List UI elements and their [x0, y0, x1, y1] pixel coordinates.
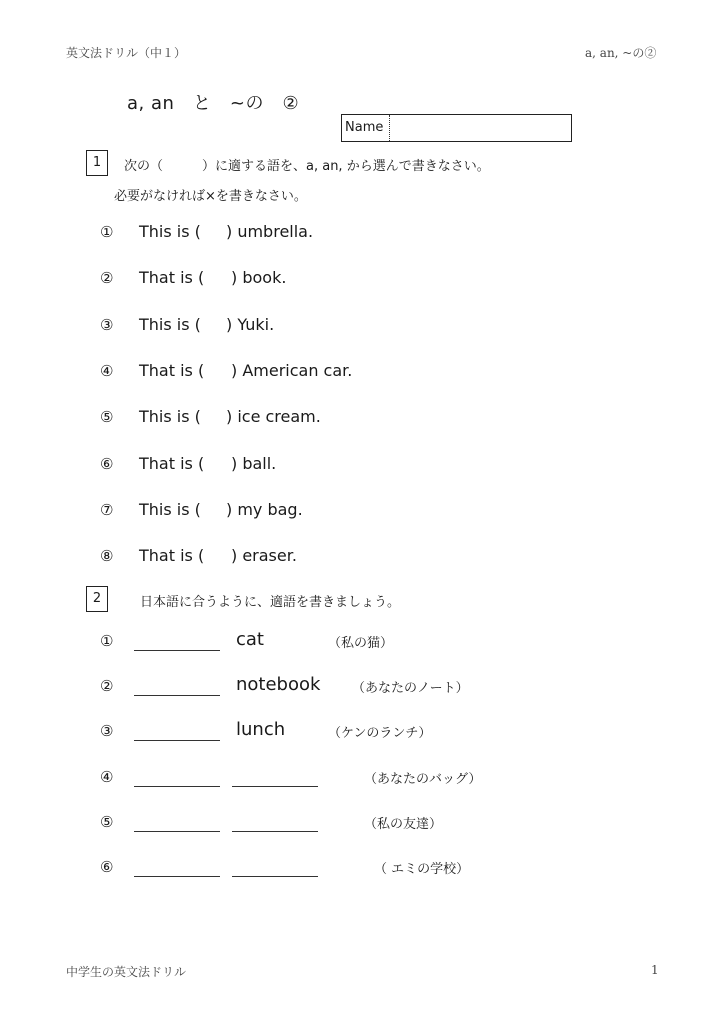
answer-line[interactable] [134, 831, 220, 832]
section-1-instruction: 次の（ ）に適する語を、a, an, から選んで書きなさい。 [124, 159, 490, 174]
question-number: ③ [100, 316, 114, 334]
japanese-hint: （私の猫） [328, 636, 394, 651]
question-text-before: That is ( [139, 268, 205, 287]
page-number: 1 [651, 963, 659, 977]
answer-blank[interactable] [206, 500, 226, 520]
question-text-before: This is ( [139, 315, 201, 334]
question-text-before: This is ( [139, 500, 201, 519]
question-number: ③ [100, 722, 114, 740]
question-number: ⑥ [100, 858, 114, 876]
question-text-after: ) eraser. [231, 546, 297, 565]
answer-line[interactable] [134, 650, 220, 651]
header-left: 英文法ドリル（中１） [66, 46, 187, 60]
question-text-after: ) American car. [231, 361, 353, 380]
question-number: ⑤ [100, 408, 114, 426]
question-number: ④ [100, 768, 114, 786]
question-text-before: This is ( [139, 407, 201, 426]
japanese-hint: （私の友達） [364, 817, 443, 832]
answer-blank[interactable] [206, 407, 226, 427]
japanese-hint: （あなたのノート） [352, 681, 469, 696]
answer-blank[interactable] [206, 315, 226, 335]
question-text-after: ) Yuki. [226, 315, 275, 334]
answer-line[interactable] [134, 876, 220, 877]
answer-blank[interactable] [211, 546, 231, 566]
answer-line[interactable] [134, 786, 220, 787]
section-1-number: 1 [86, 150, 108, 176]
answer-line[interactable] [134, 740, 220, 741]
question-text-before: This is ( [139, 222, 201, 241]
question-number: ⑤ [100, 813, 114, 831]
name-label: Name [345, 120, 384, 135]
answer-line[interactable] [232, 831, 318, 832]
question-text-after: ) ball. [231, 454, 277, 473]
question-text-after: ) book. [231, 268, 287, 287]
answer-line[interactable] [232, 786, 318, 787]
header-right: a, an, ~の② [585, 46, 657, 60]
question-number: ⑥ [100, 455, 114, 473]
answer-blank[interactable] [211, 454, 231, 474]
japanese-hint: （ケンのランチ） [328, 726, 432, 741]
question-number: ① [100, 223, 114, 241]
question-number: ④ [100, 362, 114, 380]
question-number: ② [100, 269, 114, 287]
given-word: notebook [236, 674, 321, 695]
section-2-instruction: 日本語に合うように、適語を書きましょう。 [140, 595, 401, 610]
section-2-number: 2 [86, 586, 108, 612]
answer-blank[interactable] [206, 222, 226, 242]
question-text-before: That is ( [139, 361, 205, 380]
question-number: ⑦ [100, 501, 114, 519]
given-word: cat [236, 629, 264, 650]
answer-blank[interactable] [211, 268, 231, 288]
answer-blank[interactable] [211, 361, 231, 381]
question-number: ⑧ [100, 547, 114, 565]
answer-line[interactable] [134, 695, 220, 696]
name-divider [389, 115, 390, 141]
question-text-before: That is ( [139, 454, 205, 473]
given-word: lunch [236, 719, 286, 740]
japanese-hint: （あなたのバッグ） [364, 772, 482, 787]
question-text-after: ) ice cream. [226, 407, 321, 426]
section-1-instruction-2: 必要がなければ×を書きなさい。 [114, 189, 307, 204]
question-text-before: That is ( [139, 546, 205, 565]
question-text-after: ) umbrella. [226, 222, 314, 241]
footer-left: 中学生の英文法ドリル [66, 965, 187, 979]
question-number: ① [100, 632, 114, 650]
japanese-hint: （ エミの学校） [374, 862, 470, 877]
answer-line[interactable] [232, 876, 318, 877]
name-field[interactable] [341, 114, 572, 142]
page-title: a, an と ~の ② [127, 93, 300, 114]
question-number: ② [100, 677, 114, 695]
question-text-after: ) my bag. [226, 500, 303, 519]
